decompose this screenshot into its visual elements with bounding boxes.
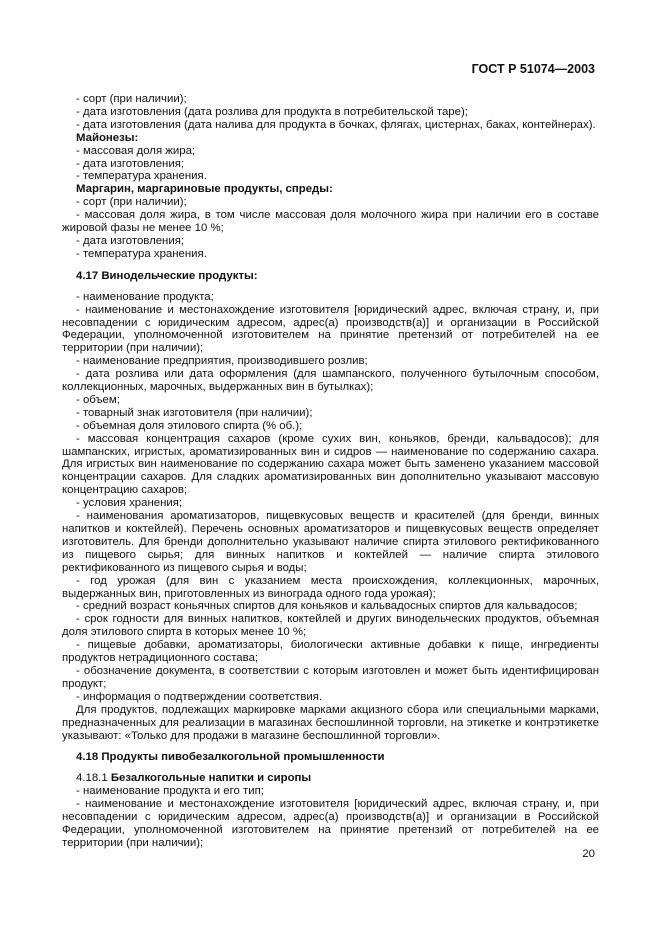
list-item: - дата изготовления; [76,234,185,247]
list-item: - наименование продукта; [76,290,214,303]
page-number: 20 [582,848,595,860]
document-header: ГОСТ Р 51074—2003 [471,62,595,76]
list-item: - температура хранения. [76,170,207,183]
subsection-heading [62,772,599,785]
list-item: - товарный знак изготовителя (при наличии); [76,406,313,419]
paragraph: Для продуктов, подлежащих маркировке марками акцизного сбора или специальными марками, предназначенных для реализации в магазинах беспошлинной торговли, на этикетке и контрэтикетке указывают: «Только для продажи в магазине беспошлинной торговли». [62,703,599,742]
list-item: - сорт (при наличии); [76,93,187,105]
list-item: - объемная доля этилового спирта (% об.); [76,419,303,432]
list-item: - наименование и местонахождение изготовителя [юридический адрес, включая страну, и, при несовпадении с юридическим адресом, адрес(а) производств(а)] и организации в Российской Федерации, уполномоченной изготовителем на принятие претензий от потребителей на ее территории (при наличии); [62,303,599,355]
list-item: - средний возраст коньячных спиртов для коньяков и кальвадосных спиртов для кальвадосов; [76,600,578,613]
section-heading: 4.18 Продукты пивобезалкогольной промышленности [76,751,385,764]
list-item: - дата изготовления (дата розлива для продукта в потребительской таре); [76,105,468,118]
list-item: - дата изготовления; [76,157,185,170]
list-item: - условия хранения; [76,497,183,510]
list-item: - температура хранения. [76,247,207,260]
list-item: - сорт (при наличии); [76,196,187,209]
list-item: - дата розлива или дата оформления (для шампанского, полученного бутылочным способом, коллекционных, марочных, выдержанных вин в бутылках); [62,368,599,394]
list-item: - массовая доля жира, в том числе массовая доля молочного жира при наличии его в составе жировой фазы не менее 10 %; [62,209,599,235]
list-item: - срок годности для винных напитков, коктейлей и других винодельческих продуктов, объемная доля этилового спирта в которых менее 10 %; [62,613,599,639]
list-item: - массовая концентрация сахаров (кроме сухих вин, коньяков, бренди, кальвадосов); для шампанских, игристых, ароматизированных вин и сидров — наименование по содержанию сахара. Для игристых вин наименование по содержанию сахара может быть заменено указанием массовой концентрации сахаров. Для сладких ароматизированных вин дополнительно указывают массовую концентрацию сахаров; [62,432,599,497]
list-item: - наименование предприятия, производившего розлив; [76,355,368,368]
list-item: - пищевые добавки, ароматизаторы, биологически активные добавки к пище, ингредиенты продуктов нетрадиционного состава; [62,639,599,665]
list-item: - наименования ароматизаторов, пищевкусовых веществ и красителей (для бренди, винных напитков и коктейлей). Перечень основных ароматизаторов и пищевкусовых веществ определяет изготовитель. Для бренди дополнительно указывают наличие спирта этилового ректификованного из пищевого сырья; для винных напитков и коктейлей — наличие спирта этилового ректификованного из пищевого сырья и воды; [62,510,599,574]
list-item: - обозначение документа, в соответствии с которым изготовлен и может быть идентифицирован продукт; [62,664,599,690]
list-item: - дата изготовления (дата налива для продукта в бочках, флягах, цистернах, баках, контейнерах). [76,118,596,131]
subsection-number: 4.18.1 [76,772,108,785]
list-item: - информация о подтверждении соответствия. [76,690,323,703]
list-item: - массовая доля жира; [76,144,196,157]
list-item: - год урожая (для вин с указанием места происхождения, коллекционных, марочных, выдержанных вин, приготовленных из винограда одного года урожая); [62,574,599,600]
list-item: - наименование продукта и его тип; [76,785,264,798]
list-item: - объем; [76,393,120,406]
document-body [62,93,599,850]
category-heading: Маргарин, маргариновые продукты, спреды: [76,183,333,196]
subsection-title: Безалкогольные напитки и сиропы [110,772,312,785]
category-heading: Майонезы: [76,131,139,144]
list-item: - наименование и местонахождение изготовителя [юридический адрес, включая страну, и, при несовпадении с юридическим адресом, адрес(а) производств(а)] и организации в Российской Федерации, уполномоченной изготовителем на принятие претензий от потребителей на ее территории (при наличии); [62,798,599,849]
section-heading: 4.17 Винодельческие продукты: [76,269,258,282]
